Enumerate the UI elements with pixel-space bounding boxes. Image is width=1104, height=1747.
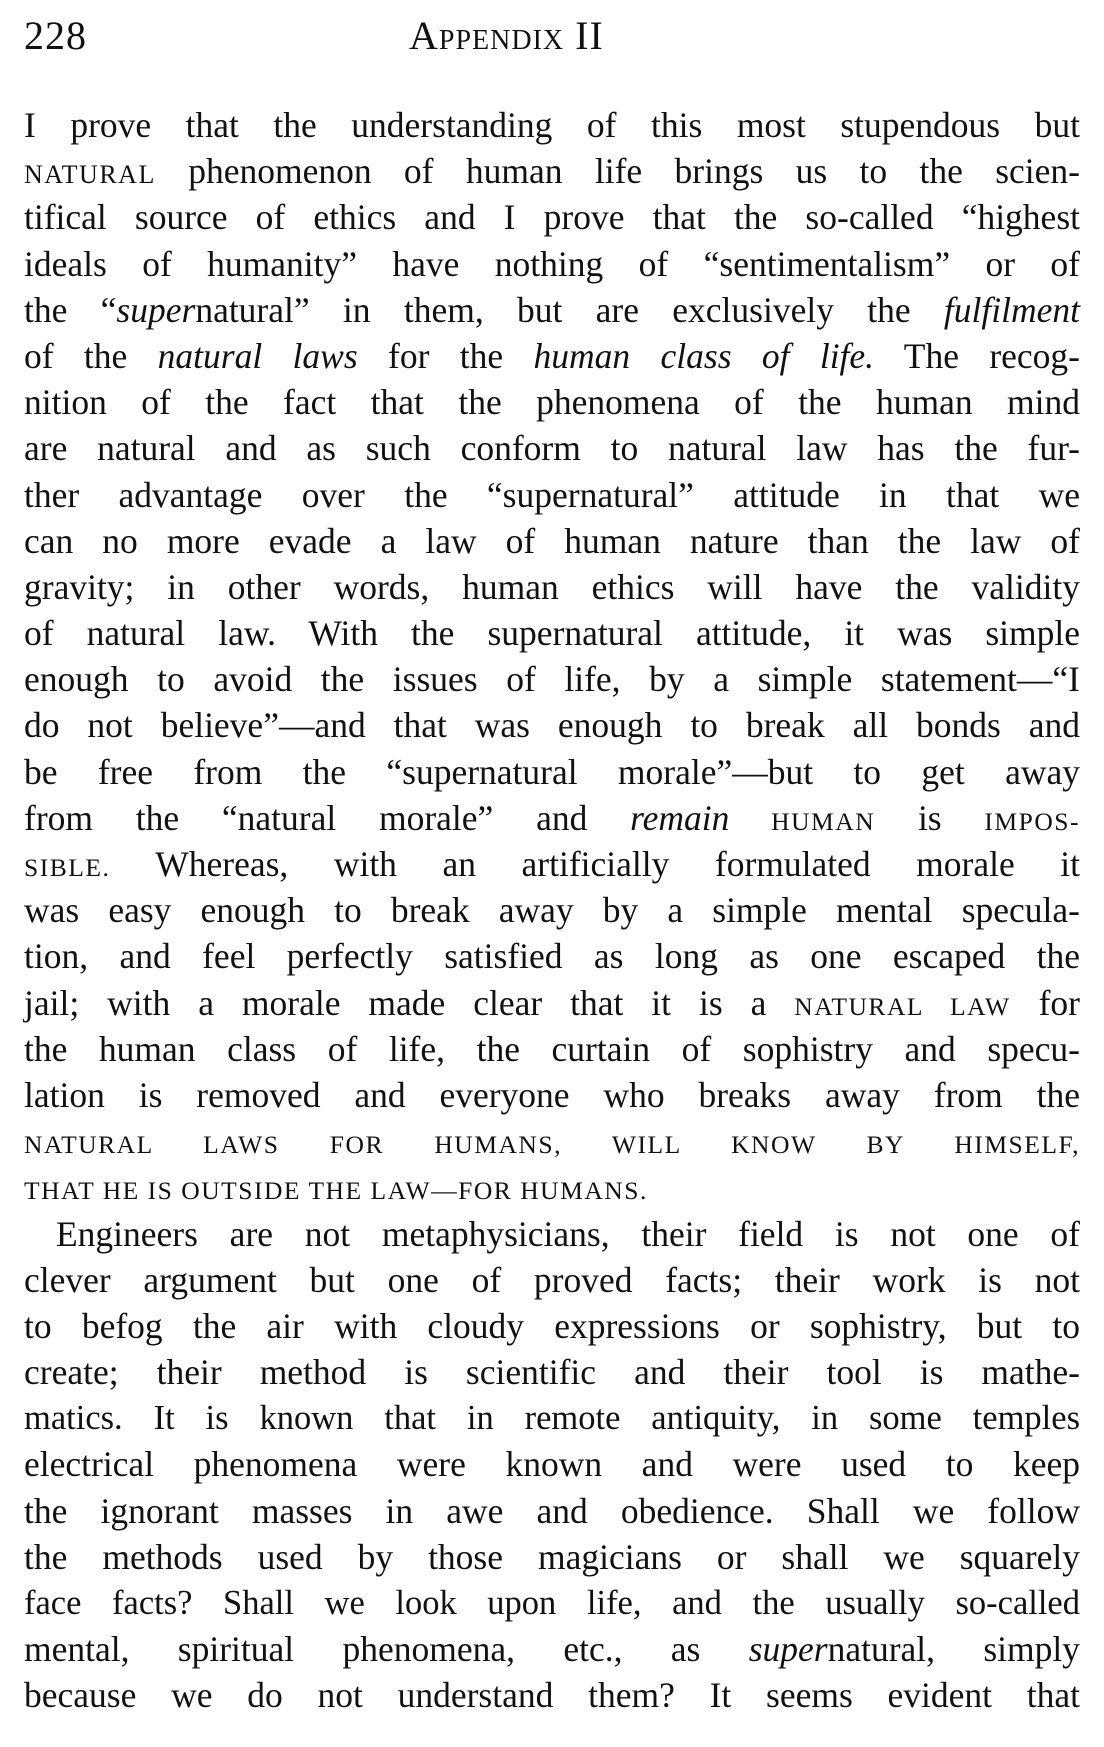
text-line: ideals of humanity” have nothing of “sentimentalism” or of bbox=[24, 243, 1080, 284]
page-header bbox=[24, 0, 1080, 80]
running-head: Appendix II bbox=[409, 13, 604, 58]
text-line: clever argument but one of proved facts; their work is not bbox=[24, 1259, 1080, 1300]
text-line: tifical source of ethics and I prove that the so-called “highest bbox=[24, 197, 1080, 238]
text-line: face facts? Shall we look upon life, and the usually so-called bbox=[24, 1584, 1080, 1622]
text-line: enough to avoid the issues of life, by a simple statement—“I bbox=[24, 659, 1080, 700]
text-line: electrical phenomena were known and were used to keep bbox=[24, 1444, 1080, 1485]
text-line: lation is removed and everyone who breaks away from the bbox=[24, 1074, 1080, 1115]
text-line: NATURAL LAWS FOR HUMANS, WILL KNOW BY HIMSELF, bbox=[24, 1130, 1080, 1160]
text-line: THAT HE IS OUTSIDE THE LAW—FOR HUMANS. bbox=[24, 1176, 648, 1206]
text-line: from the “natural morale” and remain HUMAN is IMPOS- bbox=[24, 797, 1080, 838]
text-line: to befog the air with cloudy expressions or sophistry, but to bbox=[24, 1305, 1080, 1346]
text-line: matics. It is known that in remote antiquity, in some temples bbox=[24, 1399, 1080, 1438]
text-line: the “supernatural” in them, but are exclusively the fulfilment bbox=[24, 289, 1080, 330]
text-line: the methods used by those magicians or shall we squarely bbox=[24, 1536, 1080, 1577]
text-line: of the natural laws for the human class of life. The recog- bbox=[24, 335, 1080, 376]
text-line: natural phenomenon of human life brings us to the scien- bbox=[24, 151, 1080, 193]
body-text bbox=[24, 102, 1080, 1719]
text-line: Engineers are not metaphysicians, their field is not one of bbox=[56, 1213, 1080, 1254]
text-line: be free from the “supernatural morale”—but to get away bbox=[24, 751, 1080, 792]
text-line: the ignorant masses in awe and obedience. Shall we follow bbox=[24, 1490, 1080, 1531]
text-line: mental, spiritual phenomena, etc., as supernatural, simply bbox=[24, 1629, 1080, 1670]
text-line: are natural and as such conform to natural law has the fur- bbox=[24, 428, 1080, 469]
text-line: gravity; in other words, human ethics will have the validity bbox=[24, 566, 1080, 607]
page-number: 228 bbox=[24, 13, 87, 58]
text-line: jail; with a morale made clear that it is a NATURAL LAW for bbox=[24, 982, 1080, 1023]
text-line: because we do not understand them? It seems evident that bbox=[24, 1675, 1080, 1716]
text-line: was easy enough to break away by a simple mental specula- bbox=[24, 890, 1080, 931]
text-line: I prove that the understanding of this most stupendous but bbox=[24, 105, 1080, 145]
text-line: ther advantage over the “supernatural” attitude in that we bbox=[24, 474, 1080, 515]
text-line: do not believe”—and that was enough to break all bonds and bbox=[24, 705, 1080, 746]
text-line: of natural law. With the supernatural attitude, it was simple bbox=[24, 613, 1080, 654]
text-line: SIBLE. Whereas, with an artificially formulated morale it bbox=[24, 844, 1080, 884]
book-page bbox=[24, 0, 1080, 1719]
text-line: the human class of life, the curtain of sophistry and specu- bbox=[24, 1028, 1080, 1069]
text-line: tion, and feel perfectly satisfied as long as one escaped the bbox=[24, 936, 1080, 977]
text-line: create; their method is scientific and their tool is mathe- bbox=[24, 1352, 1080, 1393]
text-line: nition of the fact that the phenomena of the human mind bbox=[24, 382, 1080, 423]
text-line: can no more evade a law of human nature than the law of bbox=[24, 520, 1080, 561]
